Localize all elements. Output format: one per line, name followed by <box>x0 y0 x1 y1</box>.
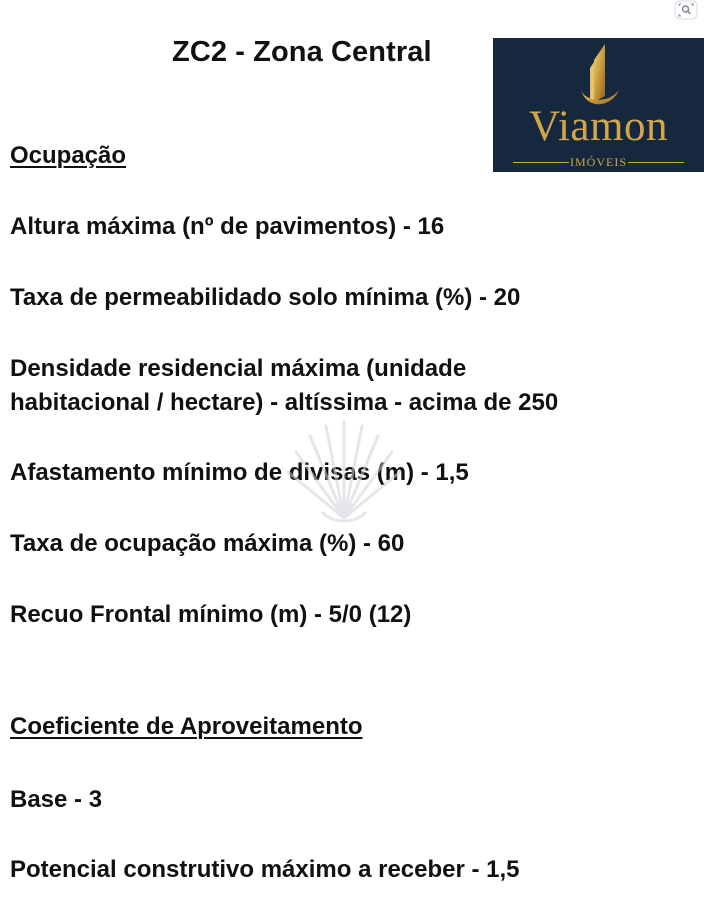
coeficiente-item-potencial: Potencial construtivo máximo a receber - 1,5 <box>10 856 520 883</box>
ocupacao-item-afastamento: Afastamento mínimo de divisas (m) - 1,5 <box>10 459 469 486</box>
watermark-shell-icon <box>282 412 406 524</box>
section-heading-coeficiente: Coeficiente de Aproveitamento <box>10 713 363 740</box>
ocupacao-item-densidade-2: habitacional / hectare) - altíssima - acima de 250 <box>10 389 559 416</box>
ocupacao-item-taxa-ocupacao: Taxa de ocupação máxima (%) - 60 <box>10 530 405 557</box>
viamon-logo <box>493 38 704 172</box>
ocupacao-item-permeabilidade: Taxa de permeabilidado solo mínima (%) - 20 <box>10 284 521 311</box>
coeficiente-item-base: Base - 3 <box>10 786 103 813</box>
image-search-icon[interactable] <box>674 0 698 20</box>
logo-subtitle: IMÓVEIS <box>570 155 627 169</box>
ocupacao-item-recuo: Recuo Frontal mínimo (m) - 5/0 (12) <box>10 601 412 628</box>
logo-name: Viamon <box>529 103 668 150</box>
page-title: ZC2 - Zona Central <box>172 36 432 68</box>
section-heading-ocupacao: Ocupação <box>10 142 127 169</box>
ocupacao-item-altura: Altura máxima (nº de pavimentos) - 16 <box>10 213 445 240</box>
ocupacao-item-densidade-1: Densidade residencial máxima (unidade <box>10 355 467 382</box>
